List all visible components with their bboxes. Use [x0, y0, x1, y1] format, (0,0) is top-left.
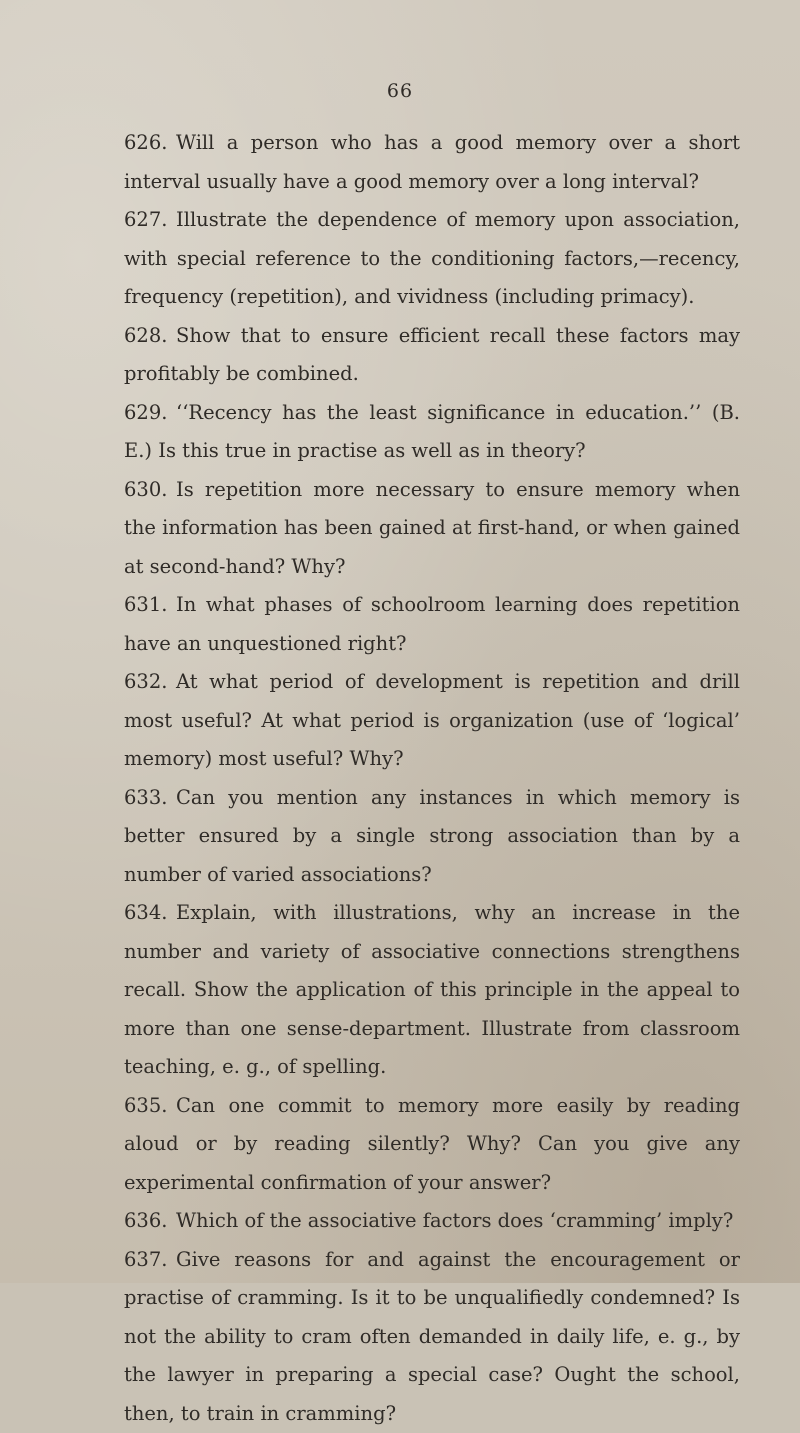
question-633: [124, 779, 740, 895]
question-637: [124, 1241, 740, 1433]
question-number: 631.: [124, 586, 176, 625]
question-number: 636.: [124, 1202, 176, 1241]
question-634: [124, 894, 740, 1087]
question-626: [124, 124, 740, 201]
question-number: 637.: [124, 1241, 176, 1280]
question-632: [124, 663, 740, 779]
question-text: Can you mention any instances in which memory is better ensured by a single strong association than by a number of varied associations?: [124, 786, 740, 886]
question-629: [124, 394, 740, 471]
question-number: 630.: [124, 471, 176, 510]
question-text: At what period of development is repetition and drill most useful? At what period is organization (use of ‘logical’ memory) most useful? Why?: [124, 670, 740, 770]
question-number: 629.: [124, 394, 176, 433]
question-text: Show that to ensure efficient recall these factors may profitably be combined.: [124, 324, 740, 386]
question-text: ‘‘Recency has the least significance in education.’’ (B. E.) Is this true in practise as well as in theory?: [124, 401, 740, 463]
question-627: [124, 201, 740, 317]
question-number: 626.: [124, 124, 176, 163]
question-number: 635.: [124, 1087, 176, 1126]
question-text: In what phases of schoolroom learning does repetition have an unquestioned right?: [124, 593, 740, 655]
question-text: Explain, with illustrations, why an increase in the number and variety of associative connections strengthens recall. Show the application of this principle in the appeal to more than one sense-department. Illustrate from classroom teaching, e. g., of spelling.: [124, 901, 740, 1078]
question-number: 632.: [124, 663, 176, 702]
question-number: 628.: [124, 317, 176, 356]
question-number: 633.: [124, 779, 176, 818]
question-text: Can one commit to memory more easily by reading aloud or by reading silently? Why? Can you give any experimental confirmation of your answer?: [124, 1094, 740, 1194]
question-635: [124, 1087, 740, 1203]
question-631: [124, 586, 740, 663]
question-text: Will a person who has a good memory over a short interval usually have a good memory over a long interval?: [124, 131, 740, 193]
question-number: 634.: [124, 894, 176, 933]
question-text: Give reasons for and against the encouragement or practise of cramming. Is it to be unqualifiedly condemned? Is not the ability to cram often demanded in daily life, e. g., by the lawyer in preparing a special case? Ought the school, then, to train in cramming?: [124, 1248, 740, 1425]
question-628: [124, 317, 740, 394]
question-text: Is repetition more necessary to ensure memory when the information has been gained at first-hand, or when gained at second-hand? Why?: [124, 478, 740, 578]
question-list: [124, 124, 740, 1433]
question-630: [124, 471, 740, 587]
question-636: [124, 1202, 740, 1241]
question-number: 627.: [124, 201, 176, 240]
question-text: Illustrate the dependence of memory upon association, with special reference to the conditioning factors,—recency, frequency (repetition), and vividness (including primacy).: [124, 208, 740, 308]
question-text: Which of the associative factors does ‘cramming’ imply?: [176, 1209, 733, 1232]
page-number: 66: [0, 80, 800, 102]
